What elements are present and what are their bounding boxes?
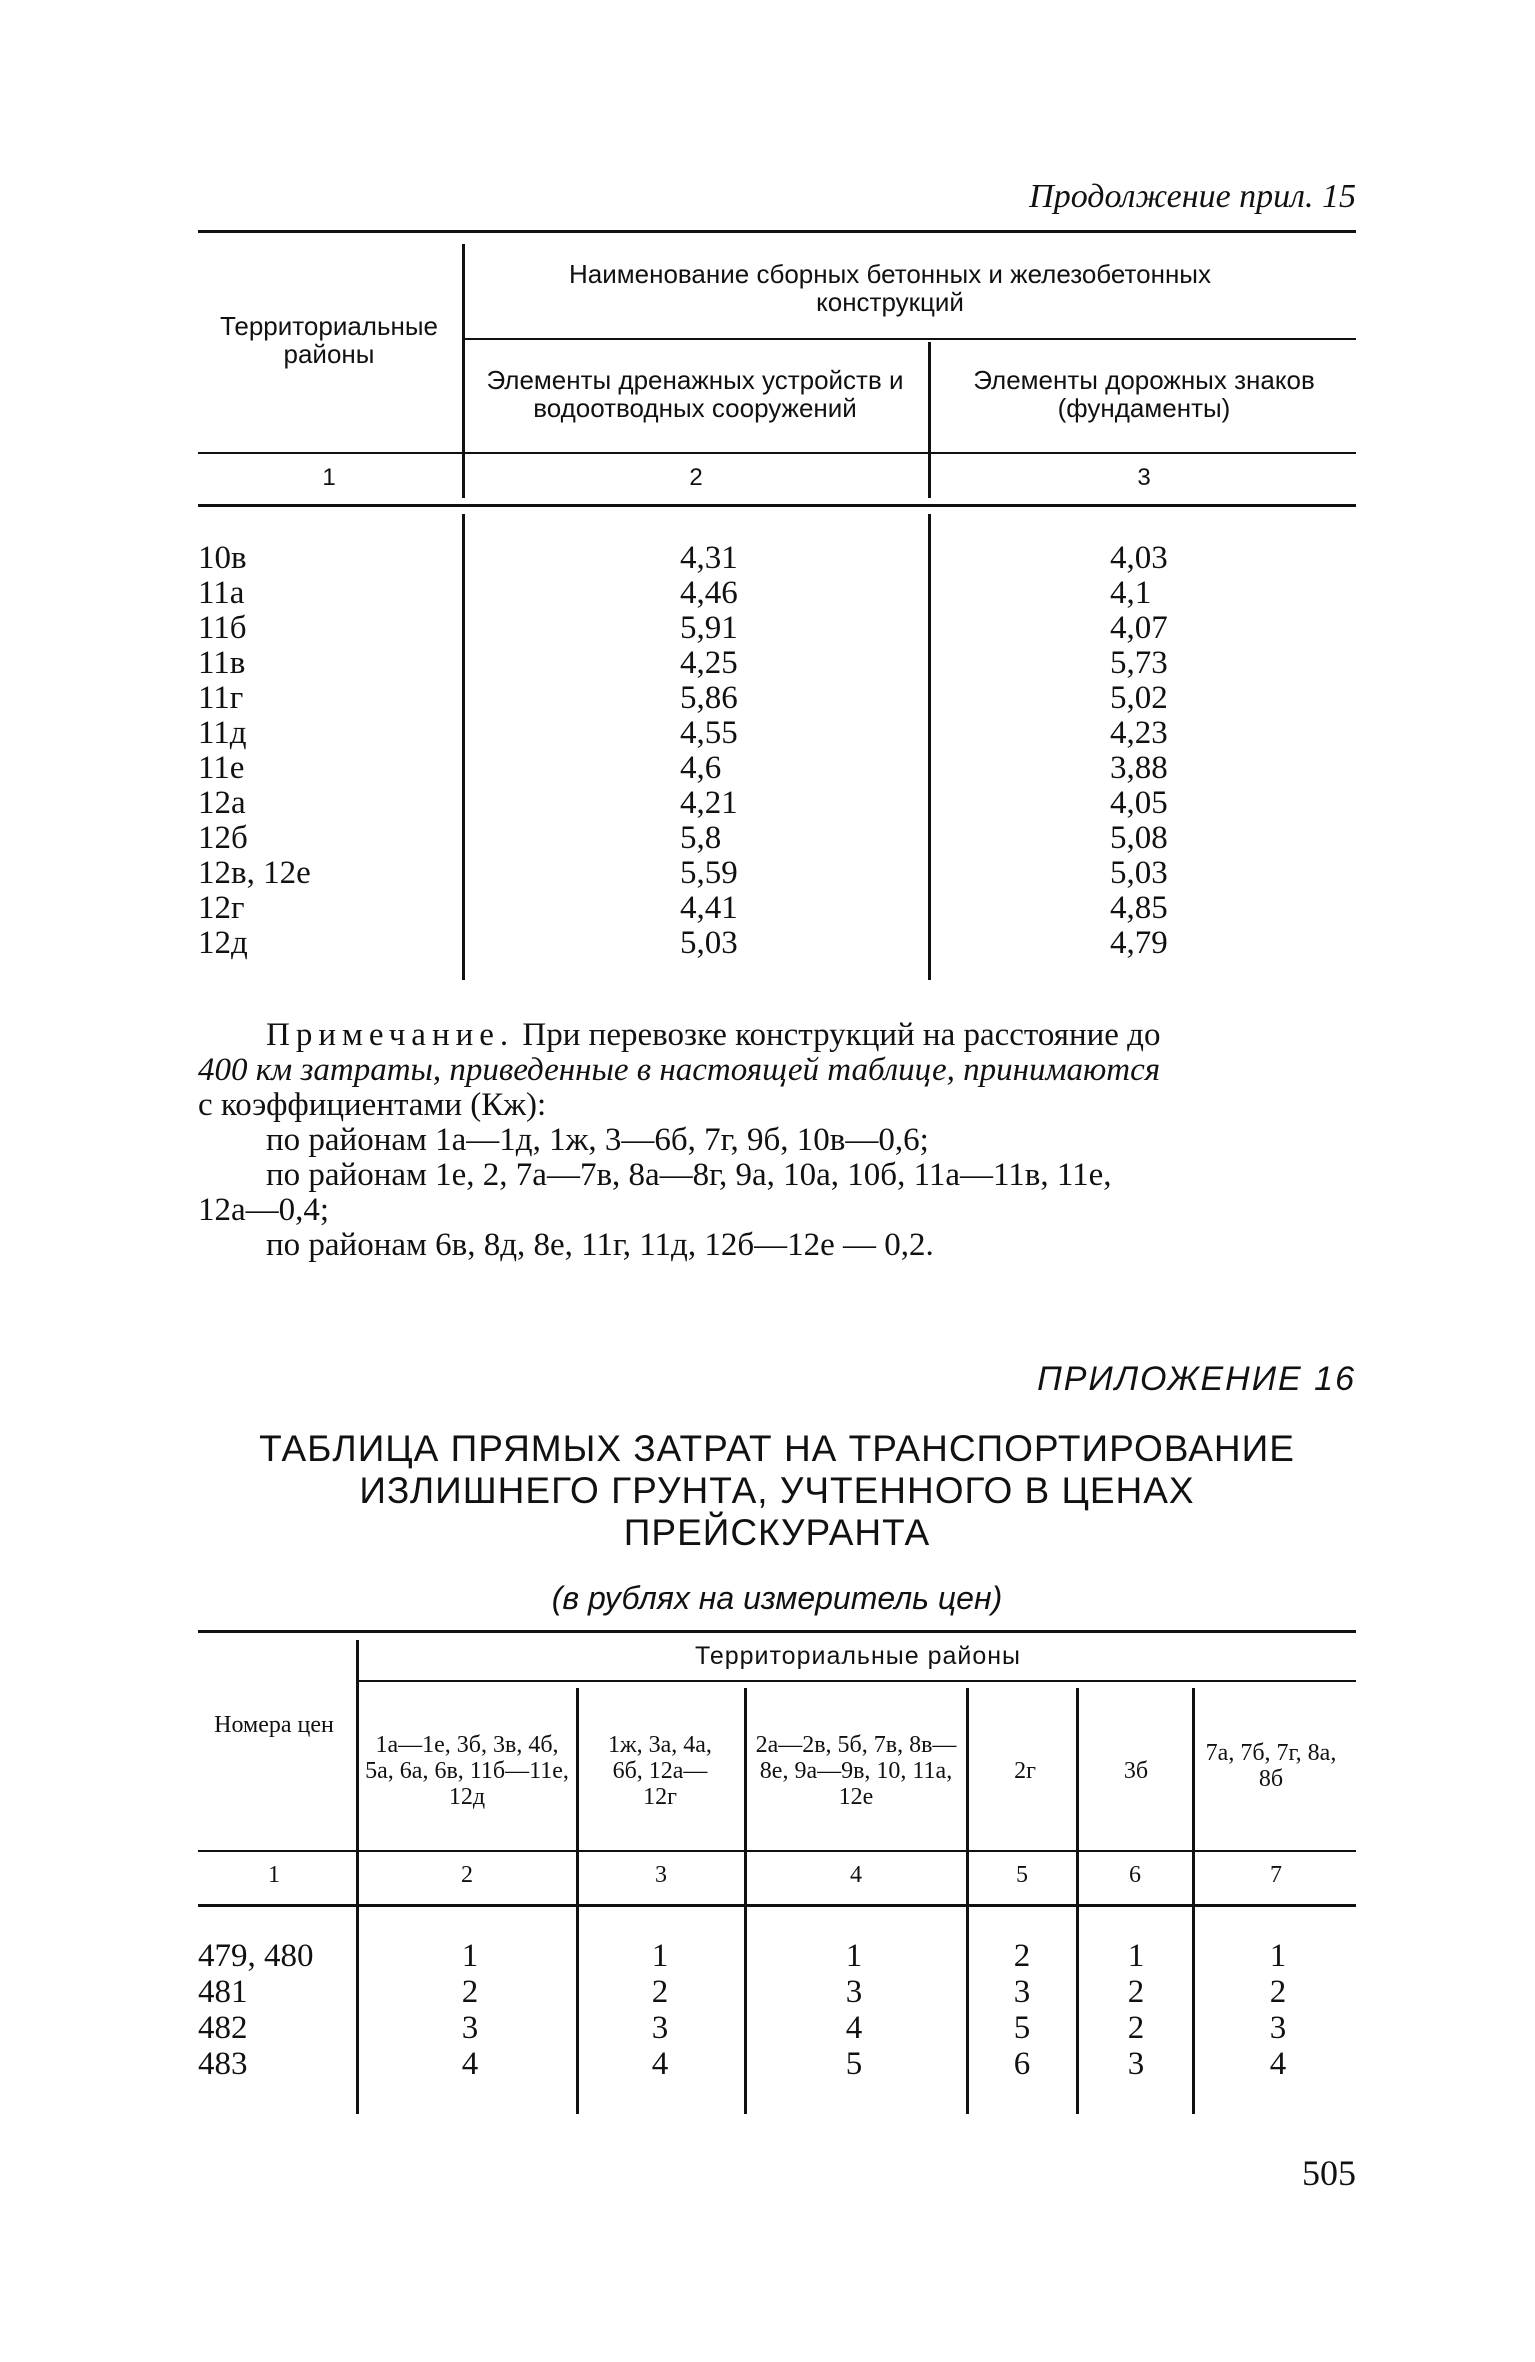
- road-sign-value: 4,85: [1110, 890, 1168, 926]
- title-line: ПРЕЙСКУРАНТА: [623, 1512, 931, 1553]
- value-cell: 2: [1013, 1938, 1031, 1974]
- value-cell: 3: [651, 2010, 669, 2046]
- note-line: [198, 1018, 1356, 1053]
- value-cell: 4: [845, 2010, 863, 2046]
- drainage-value: 5,86: [680, 680, 738, 716]
- value-cell: 3: [461, 2010, 479, 2046]
- drainage-value: 4,41: [680, 890, 738, 926]
- rule: [198, 1850, 1356, 1852]
- col-header: 7а, 7б, 7г, 8а, 8б: [1205, 1740, 1337, 1792]
- col-divider: [928, 458, 931, 498]
- value-cell: 2: [1127, 1974, 1145, 2010]
- note-line: по районам 1а—1д, 1ж, 3—6б, 7г, 9б, 10в—0,6;: [266, 1122, 929, 1158]
- col-number: 3: [1137, 464, 1151, 491]
- value-cell: 1: [845, 1938, 863, 1974]
- road-sign-value: 4,79: [1110, 925, 1168, 961]
- col-divider: [744, 1688, 747, 1930]
- road-sign-value: 4,1: [1110, 575, 1152, 611]
- region-cell: 11б: [198, 610, 247, 646]
- table-row: [0, 785, 1535, 820]
- road-sign-value: 4,03: [1110, 540, 1168, 576]
- region-cell: 12а: [198, 785, 246, 821]
- col-divider: [462, 244, 465, 494]
- drainage-value: 5,03: [680, 925, 738, 961]
- rule: [358, 1680, 1356, 1682]
- road-sign-value: 5,08: [1110, 820, 1168, 856]
- drainage-value: 4,55: [680, 715, 738, 751]
- region-cell: 11в: [198, 645, 246, 681]
- drainage-value: 4,46: [680, 575, 738, 611]
- table-row: [0, 680, 1535, 715]
- rule: [464, 338, 1356, 340]
- price-number-cell: 479, 480: [198, 1938, 314, 1974]
- region-cell: 12в, 12е: [198, 855, 311, 891]
- table-row: [0, 1938, 1535, 1974]
- table-row: [0, 645, 1535, 680]
- drainage-value: 4,21: [680, 785, 738, 821]
- drainage-value: 4,25: [680, 645, 738, 681]
- header-drainage-elements: Элементы дренажных устройств и водоотводных сооружений: [486, 365, 904, 423]
- col-header: 3б: [1123, 1758, 1149, 1784]
- note-line: по районам 1е, 2, 7а—7в, 8а—8г, 9а, 10а, 10б, 11а—11в, 11е,: [266, 1157, 1112, 1193]
- value-cell: 4: [1269, 2046, 1287, 2082]
- appendix-title: [198, 1428, 1356, 1554]
- road-sign-value: 3,88: [1110, 750, 1168, 786]
- header-price-numbers: Номера цен: [214, 1712, 334, 1738]
- table-row: [0, 820, 1535, 855]
- drainage-value: 5,91: [680, 610, 738, 646]
- road-sign-value: 4,05: [1110, 785, 1168, 821]
- region-cell: 11г: [198, 680, 244, 716]
- value-cell: 2: [1269, 1974, 1287, 2010]
- value-cell: 1: [1269, 1938, 1287, 1974]
- note-line: 400 км затраты, приведенные в настоящей таблице, принимаются: [198, 1052, 1161, 1088]
- col-divider: [576, 1688, 579, 1930]
- road-sign-value: 5,02: [1110, 680, 1168, 716]
- price-number-cell: 481: [198, 1974, 248, 2010]
- value-cell: 1: [461, 1938, 479, 1974]
- region-cell: 12г: [198, 890, 245, 926]
- region-cell: 11д: [198, 715, 247, 751]
- table-row: [0, 540, 1535, 575]
- road-sign-value: 5,03: [1110, 855, 1168, 891]
- value-cell: 2: [1127, 2010, 1145, 2046]
- table-row: [0, 890, 1535, 925]
- road-sign-value: 5,73: [1110, 645, 1168, 681]
- col-divider: [1076, 1688, 1079, 1930]
- col-header: 2а—2в, 5б, 7в, 8в—8е, 9а—9в, 10, 11а, 12е: [755, 1732, 957, 1810]
- table-row: [0, 575, 1535, 610]
- price-number-cell: 482: [198, 2010, 248, 2046]
- table-row: [0, 925, 1535, 960]
- appendix-label: ПРИЛОЖЕНИЕ 16: [1037, 1360, 1356, 1398]
- drainage-value: 5,8: [680, 820, 722, 856]
- note-line: 12а—0,4;: [198, 1192, 330, 1228]
- note-line: с коэффициентами (Кж):: [198, 1087, 547, 1123]
- note-line: по районам 6в, 8д, 8е, 11г, 11д, 12б—12е — 0,2.: [266, 1227, 934, 1263]
- header-constructions-group: Наименование сборных бетонных и железобетонных конструкций: [568, 259, 1211, 317]
- drainage-value: 4,6: [680, 750, 722, 786]
- col-header: 2г: [1014, 1758, 1036, 1784]
- region-cell: 12д: [198, 925, 248, 961]
- header-road-sign-elements: Элементы дорожных знаков (фундаменты): [973, 365, 1315, 423]
- col-header: 1ж, 3а, 4а, 6б, 12а—12г: [608, 1732, 712, 1810]
- rule: [198, 1904, 1356, 1907]
- region-cell: 11е: [198, 750, 245, 786]
- region-cell: 11а: [198, 575, 245, 611]
- col-number: 5: [1016, 1862, 1028, 1888]
- table-row: [0, 2046, 1535, 2082]
- rule: [198, 230, 1356, 233]
- value-cell: 2: [651, 1974, 669, 2010]
- value-cell: 4: [461, 2046, 479, 2082]
- value-cell: 3: [1127, 2046, 1145, 2082]
- col-number: 2: [689, 464, 703, 491]
- table-row: [0, 610, 1535, 645]
- table-row: [0, 750, 1535, 785]
- value-cell: 3: [1269, 2010, 1287, 2046]
- col-divider: [966, 1688, 969, 1930]
- rule: [198, 1630, 1356, 1633]
- col-divider: [462, 458, 465, 498]
- header-regions-group: Территориальные районы: [694, 1642, 1022, 1670]
- appendix-subtitle: (в рублях на измеритель цен): [551, 1580, 1003, 1616]
- col-number: 6: [1129, 1862, 1141, 1888]
- rule: [198, 452, 1356, 454]
- note: [198, 1018, 1356, 1263]
- value-cell: 5: [845, 2046, 863, 2082]
- value-cell: 5: [1013, 2010, 1031, 2046]
- col-number: 3: [655, 1862, 667, 1888]
- table-row: [0, 855, 1535, 890]
- page-number: 505: [1302, 2153, 1356, 2193]
- value-cell: 6: [1013, 2046, 1031, 2082]
- region-cell: 10в: [198, 540, 247, 576]
- region-cell: 12б: [198, 820, 248, 856]
- col-header: 1а—1е, 3б, 3в, 4б, 5а, 6а, 6в, 11б—11е, 12д: [365, 1732, 569, 1810]
- table-row: [0, 1974, 1535, 2010]
- table-2-body: [0, 1938, 1535, 2082]
- value-cell: 4: [651, 2046, 669, 2082]
- note-label: Примечание.: [266, 1017, 515, 1053]
- table-row: [0, 2010, 1535, 2046]
- col-number: 2: [461, 1862, 473, 1888]
- drainage-value: 4,31: [680, 540, 738, 576]
- price-number-cell: 483: [198, 2046, 248, 2082]
- continuation-label: Продолжение прил. 15: [1029, 178, 1356, 215]
- value-cell: 3: [845, 1974, 863, 2010]
- rule: [198, 504, 1356, 507]
- header-regions: Территориальные районы: [219, 311, 439, 369]
- value-cell: 3: [1013, 1974, 1031, 2010]
- col-number: 7: [1270, 1862, 1282, 1888]
- title-line: ТАБЛИЦА ПРЯМЫХ ЗАТРАТ НА ТРАНСПОРТИРОВАНИЕ: [259, 1428, 1295, 1469]
- value-cell: 1: [651, 1938, 669, 1974]
- road-sign-value: 4,23: [1110, 715, 1168, 751]
- table-1-body: [0, 540, 1535, 960]
- title-line: ИЗЛИШНЕГО ГРУНТА, УЧТЕННОГО В ЦЕНАХ: [359, 1470, 1195, 1511]
- col-number: 1: [322, 464, 336, 491]
- col-number: 4: [850, 1862, 862, 1888]
- col-divider: [356, 1640, 359, 1930]
- note-text: При перевозке конструкций на расстояние до: [522, 1017, 1161, 1053]
- value-cell: 1: [1127, 1938, 1145, 1974]
- value-cell: 2: [461, 1974, 479, 2010]
- col-number: 1: [268, 1862, 280, 1888]
- road-sign-value: 4,07: [1110, 610, 1168, 646]
- drainage-value: 5,59: [680, 855, 738, 891]
- col-divider: [1192, 1688, 1195, 1930]
- table-row: [0, 715, 1535, 750]
